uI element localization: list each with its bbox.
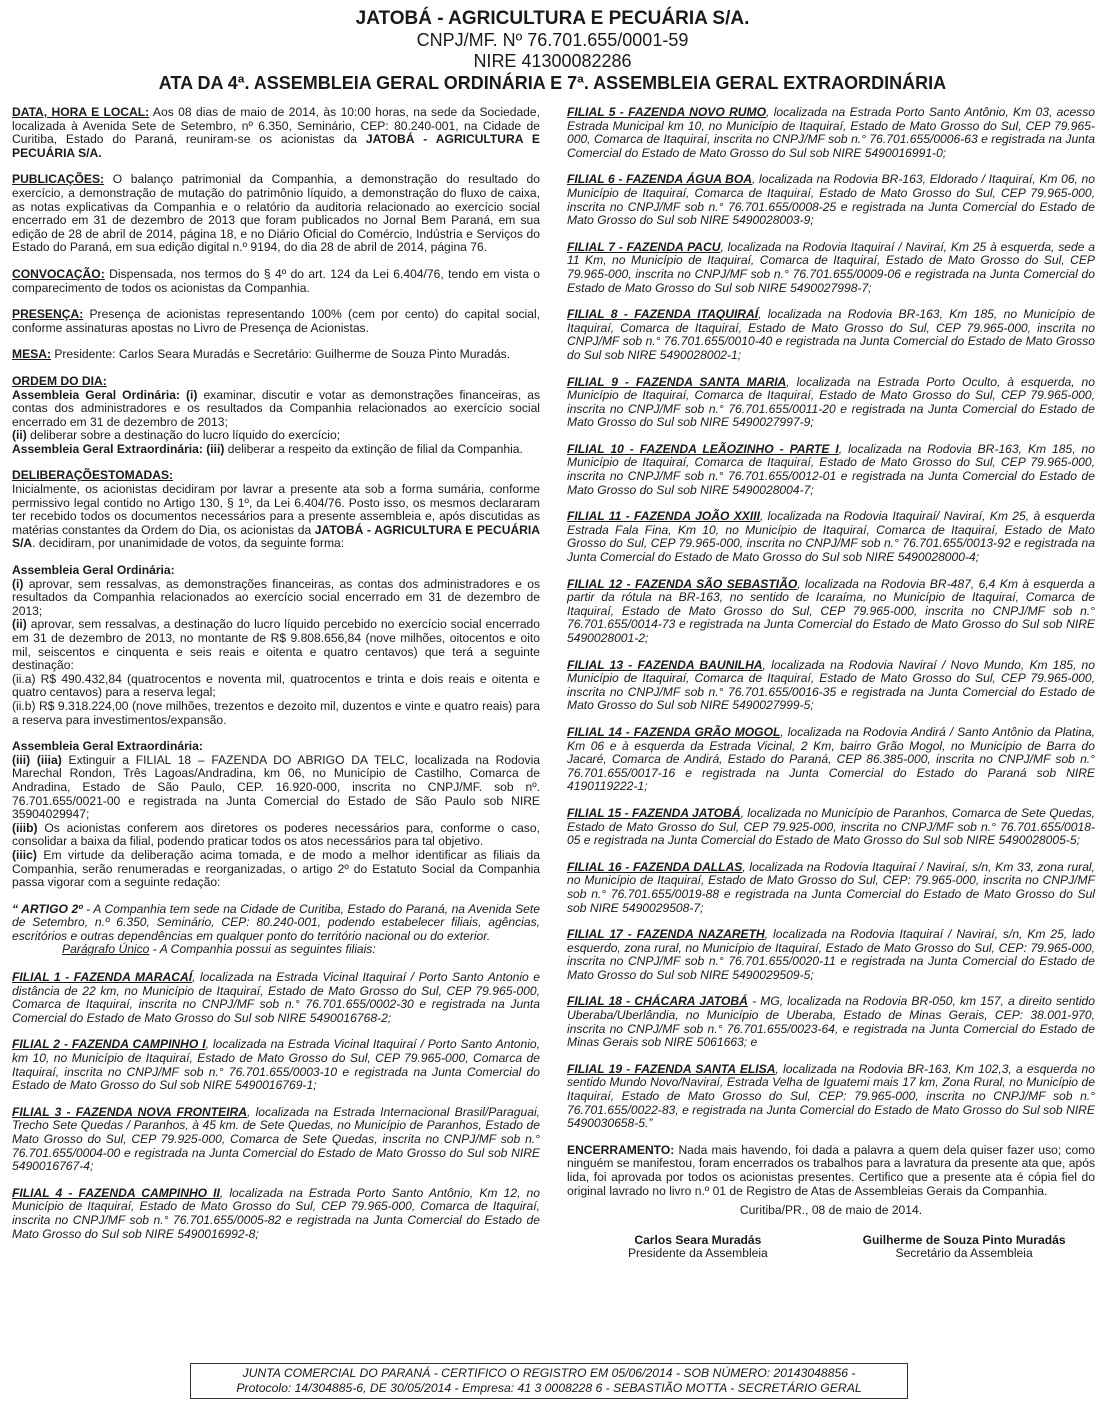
section-label: CONVOCAÇÃO: xyxy=(12,266,105,281)
filial-title: FILIAL 4 - FAZENDA CAMPINHO II xyxy=(12,1185,220,1200)
signer-name: Carlos Seara Muradás xyxy=(634,1232,762,1247)
filial-title: FILIAL 1 - FAZENDA MARACAÍ xyxy=(12,970,193,985)
signer-name: Guilherme de Souza Pinto Muradás xyxy=(862,1232,1066,1247)
filial-text: , localizada na Rodovia Itaquiraí / Naviraí, Km 25 à esquerda, sede a 11 Km, no Município de Itaquiraí, Comarca de Itaquiraí, Estado de Mato Grosso do Sul, CEP 79.965-000, inscrita no CNPJ/MF sob n.° 76.701.655/0009-06 e registrada na Junta Comercial do Estado de Mato Grosso do Sul sob NIRE 5490027998-7; xyxy=(567,239,1095,295)
filial-title: FILIAL 6 - FAZENDA ÁGUA BOA xyxy=(567,172,753,187)
filial-text: , localizada na Rodovia Itaquiraí / Naviraí, s/n, Km 25, lado esquerdo, zona rural, no Município de Itaquiraí, Estado de Mato Grosso do Sul, CEP: 79.965-000, inscrita no CNPJ/MF sob n.° 76.701.655/0020-11 e registrada na Junta Comercial do Estado de Mato Grosso do Sul sob NIRE 5490029509-5; xyxy=(567,927,1095,982)
certificate-line-2: Protocolo: 14/304885-6, DE 30/05/2014 - Empresa: 41 3 0008228 6 - SEBASTIÃO MOTTA - SECRETÁRIO GERAL xyxy=(236,1381,862,1395)
filial-title: FILIAL 7 - FAZENDA PACU xyxy=(567,239,721,254)
filial-title: FILIAL 17 - FAZENDA NAZARETH xyxy=(567,927,765,942)
item-label: (iii) (iiia) xyxy=(12,752,62,767)
section-convocacao xyxy=(12,268,540,295)
paragrafo-text: - A Companhia possui as seguintes filiais: xyxy=(149,942,376,957)
section-age xyxy=(12,740,540,890)
filial-item xyxy=(12,1038,540,1092)
registry-certificate-box xyxy=(190,1363,908,1399)
filial-text: , localizada na Rodovia Andirá / Santo Antônio da Platina, Km 06 e à esquerda da Estrada Vicinal, 2 Km, bairro Grão Mogol, no Município de Barra do Jacaré, Comarca de Andirá, Estado do Paraná, CEP 86.385-000, inscrita no CNPJ/MF sob n.° 76.701.655/0017-16 e registrada na Junta Comercial do Estado do Paraná sob NIRE 4190119222-1; xyxy=(567,724,1095,794)
section-label: MESA: xyxy=(12,347,51,362)
item-text: examinar, discutir e votar as demonstrações financeiras, as contas dos administradores e os resultados da Companhia relacionados ao exercício social encerrado em 31 de dezembro de 2013; xyxy=(12,387,540,429)
filial-item xyxy=(12,1187,540,1241)
company-name: JATOBÁ - AGRICULTURA E PECUÁRIA S/A. xyxy=(355,8,750,29)
filial-text: , localizada na Rodovia BR-487, 6,4 Km à esquerda a partir da rótula na BR-163, no sentido de Icaraíma, no Município de Itaquiraí, Comarca de Itaquiraí, Estado de Mato Grosso do Sul, CEP 79.965-000, inscrita no CNPJ/MF sob n.° 76.701.655/0014-73 e registrada na Junta Comercial do Estado de Mato Grosso do Sul sob NIRE 5490028001-2; xyxy=(567,576,1095,645)
subsection-heading: Assembleia Geral Extraordinária: xyxy=(12,739,203,754)
section-encerramento xyxy=(567,1144,1095,1198)
item-text: (ii.a) R$ 490.432,84 (quatrocentos e noventa mil, quatrocentos e trinta e dois reais e oitenta e quatro centavos) para a reserva legal; xyxy=(12,671,540,700)
filial-title: FILIAL 16 - FAZENDA DALLAS xyxy=(567,859,743,874)
section-ago xyxy=(12,564,540,727)
filial-text: , localizada na Estrada Internacional Brasil/Paraguai, Trecho Sete Quedas / Paranhos, à 45 km. de Sete Quedas, no Município de Paranhos, Estado de Mato Grosso do Sul, CEP 79.925-000, Comarca de Sete Quedas, inscrita no CNPJ/MF sob n.° 76.701.655/0004-00 e registrada na Junta Comercial do Estado de Mato Grosso do Sul sob NIRE 5490016767-4; xyxy=(12,1104,541,1174)
section-label: PRESENÇA: xyxy=(12,307,84,322)
section-presenca xyxy=(12,308,540,335)
signature-president xyxy=(575,1234,821,1261)
article-label: “ ARTIGO 2º xyxy=(12,901,83,916)
section-text: Presença de acionistas representando 100% (cem por cento) do capital social, conforme assinaturas apostas no Livro de Presença de Acionistas. xyxy=(12,307,540,335)
item-text: deliberar sobre a destinação do lucro líquido do exercício; xyxy=(26,428,341,443)
filial-text: , localizada na Estrada Porto Oculto, à esquerda, no Município de Itaquiraí, Comarca de Itaquiraí, Estado de Mato Grosso do Sul, CEP 79.965-000, inscrita no CNPJ/MF sob n.° 76.701.655/0011-20 e registrada na Junta Comercial do Estado de Mato Grosso do Sul sob NIRE 5490027997-9; xyxy=(567,374,1096,430)
filial-item xyxy=(567,308,1095,362)
filial-text: , localizada na Rodovia Itaquiraí / Naviraí, s/n, Km 33, zona rural, no Município de Itaquiraí, Estado de Mato Grosso do Sul, CEP: 79.965-000, inscrita no CNPJ/MF sob n.° 76.701.655/0019-88 e registrada na Junta Comercial do Estado de Mato Grosso do Sul sob NIRE 5490029508-7; xyxy=(567,859,1095,915)
paragrafo-label: Parágrafo Único xyxy=(62,942,150,957)
filial-text: , localizada na Estrada Porto Santo Antônio, Km 12, no Município de Itaquiraí, Estado de Mato Grosso do Sul, CEP 79.965-000, Comarca de Itaquiraí, inscrita no CNPJ/MF sob n.° 76.701.655/0005-82 e registrada na Junta Comercial do Estado de Mato Grosso do Sul sob NIRE 5490016992-8; xyxy=(12,1185,540,1241)
item-label: (ii) xyxy=(12,617,27,632)
item-text: Os acionistas conferem aos diretores os poderes necessários para, conforme o caso, consolidar a baixa da filial, podendo praticar todos os atos necessários para tal objetivo. xyxy=(12,820,540,849)
filial-title: FILIAL 18 - CHÁCARA JATOBÁ xyxy=(567,994,748,1009)
section-mesa xyxy=(12,348,540,362)
item-label: (i) xyxy=(12,576,24,591)
cnpj-line: CNPJ/MF. Nº 76.701.655/0001-59 xyxy=(416,30,689,50)
filial-item xyxy=(567,807,1095,848)
filial-item xyxy=(567,173,1095,227)
filial-item xyxy=(567,376,1095,430)
certificate-line-1: JUNTA COMERCIAL DO PARANÁ - CERTIFICO O REGISTRO EM 05/06/2014 - SOB NÚMERO: 20143048856 - xyxy=(242,1366,856,1380)
section-label: ORDEM DO DIA: xyxy=(12,373,107,388)
section-text: Presidente: Carlos Seara Muradás e Secretário: Guilherme de Souza Pinto Muradás. xyxy=(50,347,511,362)
section-label: DELIBERAÇÕESTOMADAS: xyxy=(12,468,174,483)
filial-title: FILIAL 13 - FAZENDA BAUNILHA xyxy=(567,657,763,672)
filial-item xyxy=(12,971,540,1025)
filial-title: FILIAL 3 - FAZENDA NOVA FRONTEIRA xyxy=(12,1104,248,1119)
section-ordem-do-dia xyxy=(12,375,540,457)
filial-item xyxy=(567,1063,1095,1131)
signer-role: Secretário da Assembleia xyxy=(895,1246,1033,1261)
filial-item xyxy=(567,578,1095,646)
section-text: Inicialmente, os acionistas decidiram por lavrar a presente ata sob a forma sumária, conforme permissivo legal contido no Artigo 130, § 1º, da Lei 6.404/76. Posto isso, os mesmos declararam ter recebido todos os documentos necessários para a presente assembleia e, após discutidas as matérias constantes da Ordem do Dia, os acionistas da xyxy=(12,482,540,537)
nire-line: NIRE 41300082286 xyxy=(473,51,632,71)
filial-title: FILIAL 15 - FAZENDA JATOBÁ xyxy=(567,805,741,820)
filial-title: FILIAL 8 - FAZENDA ITAQUIRAÍ xyxy=(567,307,759,322)
artigo-2 xyxy=(12,903,540,957)
section-label: PUBLICAÇÕES: xyxy=(12,172,105,187)
section-publicacoes xyxy=(12,173,540,255)
filial-title: FILIAL 19 - FAZENDA SANTA ELISA xyxy=(567,1061,776,1076)
filial-text: - MG, localizada na Rodovia BR-050, km 157, a direito sentido Uberaba/Uberlândia, no Município de Uberaba, Estado de Minas Gerais, CEP: 38.001-970, inscrita no CNPJ/MF sob n.° 76.701.655/0023-64, e registrada na Junta Comercial do Estado de Minas Gerais sob NIRE 5061663; e xyxy=(567,994,1096,1050)
company-ref: JATOBÁ - AGRICULTURA E PECUÁRIA S/A. xyxy=(12,132,540,160)
signatures xyxy=(567,1234,1095,1261)
section-text: . decidiram, por unanimidade de votos, da seguinte forma: xyxy=(32,536,345,551)
filial-item xyxy=(567,995,1095,1049)
filial-item xyxy=(567,241,1095,295)
filial-item xyxy=(567,928,1095,982)
filial-title: FILIAL 12 - FAZENDA SÃO SEBASTIÃO xyxy=(567,576,798,591)
filial-text: , localizada na Rodovia BR-163, Km 185, no Município de Itaquiraí, Comarca de Itaquiraí, Estado de Mato Grosso do Sul, CEP 79.965-000, inscrita no CNPJ/MF sob n.° 76.701.655/0012-01 e registrada na Junta Comercial do Estado de Mato Grosso do Sul sob NIRE 5490028004-7; xyxy=(567,441,1096,497)
article-text: - A Companhia tem sede na Cidade de Curitiba, Estado do Paraná, na Avenida Sete de Setembro, n.º 6.350, Seminário, CEP: 80.240-001, podendo estabelecer filiais, agências, escritórios e outras dependências em qualquer ponto do território nacional ou do exterior. xyxy=(12,901,540,943)
company-ref: JATOBÁ - AGRICULTURA E PECUÁRIA S/A xyxy=(12,522,541,551)
paragrafo-unico xyxy=(12,942,376,956)
filial-text: , localizada na Rodovia Naviraí / Novo Mundo, Km 185, no Município de Itaquiraí, Comarca de Itaquiraí, Estado de Mato Grosso do Sul, CEP 79.965-000, inscrita no CNPJ/MF sob n.° 76.701.655/0016-35 e registrada na Junta Comercial do Estado de Mato Grosso do Sul sob NIRE 5490027999-5; xyxy=(567,657,1095,713)
signature-secretary xyxy=(841,1234,1087,1261)
filial-text: , localizada na Rodovia BR-163, Km 102,3, a esquerda no sentido Mundo Novo/Naviraí, Estrada Velha de Iguatemi mais 17 km, Zona Rural, no Município de Itaquiraí, Estado de Mato Grosso do Sul, CEP: 79.965-000, inscrita no CNPJ/MF sob n.° 76.701.655/0022-83, e registrada na Junta Comercial do Estado de Mato Grosso do Sul sob NIRE 5490030658-5.” xyxy=(567,1061,1095,1131)
filial-title: FILIAL 14 - FAZENDA GRÃO MOGOL xyxy=(567,724,781,739)
document-header xyxy=(0,0,1105,94)
filial-item xyxy=(567,659,1095,713)
item-label: Assembleia Geral Ordinária: (i) xyxy=(12,387,198,402)
filial-item xyxy=(12,1106,540,1174)
filial-title: FILIAL 2 - FAZENDA CAMPINHO I xyxy=(12,1037,206,1052)
item-label: Assembleia Geral Extraordinária: (iii) xyxy=(12,441,225,456)
signer-role: Presidente da Assembleia xyxy=(627,1246,768,1261)
document-title: ATA DA 4ª. ASSEMBLEIA GERAL ORDINÁRIA E 7ª. ASSEMBLEIA GERAL EXTRAORDINÁRIA xyxy=(158,73,947,93)
filial-title: FILIAL 11 - FAZENDA JOÃO XXIII xyxy=(567,509,760,524)
body-columns xyxy=(12,106,1095,1261)
item-text: Extinguir a FILIAL 18 – FAZENDA DO ABRIGO DA TELC, localizada na Rodovia Marechal Rondon, Três Lagoas/Andradina, km 06, no Município de Castilho, Comarca de Andradina, Estado de São Paulo, CEP. 16.920-000, inscrita no CNPJ/MF. sob nº. 76.701.655/0021-00 e registrada na Junta Comercial do Estado de São Paulo sob NIRE 35904029947; xyxy=(12,752,540,822)
item-label: (iiic) xyxy=(12,847,37,862)
filial-title: FILIAL 10 - FAZENDA LEÃOZINHO - PARTE I xyxy=(567,441,839,456)
filial-text: , localizada na Estrada Vicinal Itaquiraí / Porto Santo Antonio e distância de 22 km, no Município de Itaquiraí, Estado de Mato Grosso do Sul, CEP 79.965-000, Comarca de Itaquiraí, inscrita no CNPJ/MF sob n.° 76.701.655/0002-30 e registrada na Junta Comercial do Estado de Mato Grosso do Sul sob NIRE 5490016768-2; xyxy=(12,970,540,1025)
filial-item xyxy=(567,106,1095,160)
item-label: (ii) xyxy=(12,428,27,443)
section-text: Dispensada, nos termos do § 4º do art. 124 da Lei 6.404/76, tendo em vista o comparecimento de todos os acionistas da Companhia. xyxy=(12,266,540,295)
item-text: aprovar, sem ressalvas, a destinação do lucro líquido percebido no exercício social encerrado em 31 de dezembro de 2013, no montante de R$ 9.808.656,84 (nove milhões, oitocentos e oito mil, seiscentos e cinquenta e seis reais e oitenta e quatro centavos) que terá a seguinte destinação: xyxy=(12,617,540,673)
filial-text: , localizada na Estrada Vicinal Itaquiraí / Porto Santo Antonio, km 10, no Município de Itaquiraí, Estado de Mato Grosso do Sul, CEP 79.965-000, Comarca de Itaquiraí, inscrita no CNPJ/MF sob n.° 76.701.655/0003-10 e registrada na Junta Comercial do Estado de Mato Grosso do Sul sob NIRE 5490016769-1; xyxy=(12,1037,541,1093)
item-text: Em virtude da deliberação acima tomada, e de modo a melhor identificar as filiais da Companhia, serão renumeradas e reorganizadas, o artigo 2º do Estatuto Social da Companhia passa vigorar com a seguinte redação: xyxy=(12,847,540,890)
filial-item xyxy=(567,726,1095,794)
filial-text: , localizada na Rodovia BR-163, Eldorado / Itaquiraí, Km 06, no Município de Itaquiraí, Comarca de Itaquiraí, Estado de Mato Grosso do Sul, CEP 79.965-000, inscrita no CNPJ/MF sob n.° 76.701.655/0008-25 e registrada na Junta Comercial do Estado de Mato Grosso do Sul sob NIRE 5490028003-9; xyxy=(567,172,1095,228)
section-deliberacoes xyxy=(12,469,540,551)
right-column xyxy=(567,106,1095,1261)
filial-item xyxy=(567,861,1095,915)
section-text: Aos 08 dias de maio de 2014, às 10:00 horas, na sede da Sociedade, localizada à Avenida Sete de Setembro, nº 6.350, Seminário, CEP: 80.240-001, na Cidade de Curitiba, Estado do Paraná, reuniram-se os acionistas da xyxy=(12,105,540,147)
item-text: aprovar, sem ressalvas, as demonstrações financeiras, as contas dos administradores e os resultados da Companhia relacionados ao exercício social encerrado em 31 de dezembro de 2013; xyxy=(12,576,540,618)
filial-text: , localizada na Estrada Porto Santo Antônio, Km 03, acesso Estrada Municipal km 10, no Município de Itaquiraí, Estado de Mato Grosso do Sul, CEP 79.965-000, Comarca de Itaquiraí, inscrita no CNPJ/MF sob n.° 76.701.655/0006-63 e registrada na Junta Comercial do Estado de Mato Grosso do Sul sob NIRE 5490016991-0; xyxy=(567,105,1095,160)
section-text: O balanço patrimonial da Companhia, a demonstração do resultado do exercício, a demonstração de mutação do patrimônio líquido, a demonstração do fluxo de caixa, as notas explicativas da Companhia e o relatório da auditoria relacionado ao exercício social encerrado em 31 de dezembro de 2013 que foram publicados no Jornal Bem Paraná, em sua edição de 28 de abril de 2014, página 18, e no Diário Oficial do Comércio, Indústria e Serviços do Estado do Paraná, em sua edição digital n.º 9194, do dia 28 de abril de 2014, página 76. xyxy=(12,172,540,255)
section-label: DATA, HORA E LOCAL: xyxy=(12,105,150,119)
filial-item xyxy=(567,510,1095,564)
filial-title: FILIAL 5 - FAZENDA NOVO RUMO xyxy=(567,105,767,119)
section-text: Nada mais havendo, foi dada a palavra a quem dela quiser fazer uso; como ninguém se manifestou, foram encerrados os trabalhos para a lavratura da presente ata que, após lida, foi aprovada por todos os acionistas presentes. Certifico que a presente ata é cópia fiel do original lavrado no livro n.º 01 de Registro de Atas de Assembleias Gerais da Companhia. xyxy=(567,1142,1095,1198)
section-label: ENCERRAMENTO: xyxy=(567,1142,675,1157)
item-text: deliberar a respeito da extinção de filial da Companhia. xyxy=(224,441,523,456)
place-date: Curitiba/PR., 08 de maio de 2014. xyxy=(739,1203,923,1218)
filial-text: , localizada no Município de Paranhos, Comarca de Sete Quedas, Estado de Mato Grosso do Sul, CEP 79.925-000, inscrita no CNPJ/MF sob n.° 76.701.655/0018-05 e registrada na Junta Comercial do Estado de Mato Grosso do Sul sob NIRE 5490028005-5; xyxy=(567,805,1095,848)
filial-text: , localizada na Rodovia Itaquiraí/ Naviraí, Km 25, à esquerda Estrada Fala Fina, Km 10, no Município de Itaquiraí, Comarca de Itaquiraí, Estado de Mato Grosso do Sul, CEP 79.965-000, inscrita no CNPJ/MF sob n.° 76.701.655/0013-92 e registrada na Junta Comercial do Estado de Mato Grosso do Sul sob NIRE 5490028000-4; xyxy=(567,509,1095,565)
item-text: (ii.b) R$ 9.318.224,00 (nove milhões, trezentos e dezoito mil, duzentos e vinte e quatro reais) para a reserva para investimentos/expansão. xyxy=(12,698,540,727)
item-label: (iiib) xyxy=(12,820,38,835)
subsection-heading: Assembleia Geral Ordinária: xyxy=(12,563,175,578)
filial-text: , localizada na Rodovia BR-163, Km 185, no Município de Itaquiraí, Comarca de Itaquiraí, Estado de Mato Grosso do Sul, CEP 79.965-000, inscrita no CNPJ/MF sob n.° 76.701.655/0010-40 e registrada na Junta Comercial do Estado de Mato Grosso do Sul sob NIRE 5490028002-1; xyxy=(567,307,1095,362)
filial-item xyxy=(567,443,1095,497)
left-column xyxy=(12,106,540,1261)
filial-title: FILIAL 9 - FAZENDA SANTA MARIA xyxy=(567,374,787,389)
section-data-hora-local xyxy=(12,106,540,160)
